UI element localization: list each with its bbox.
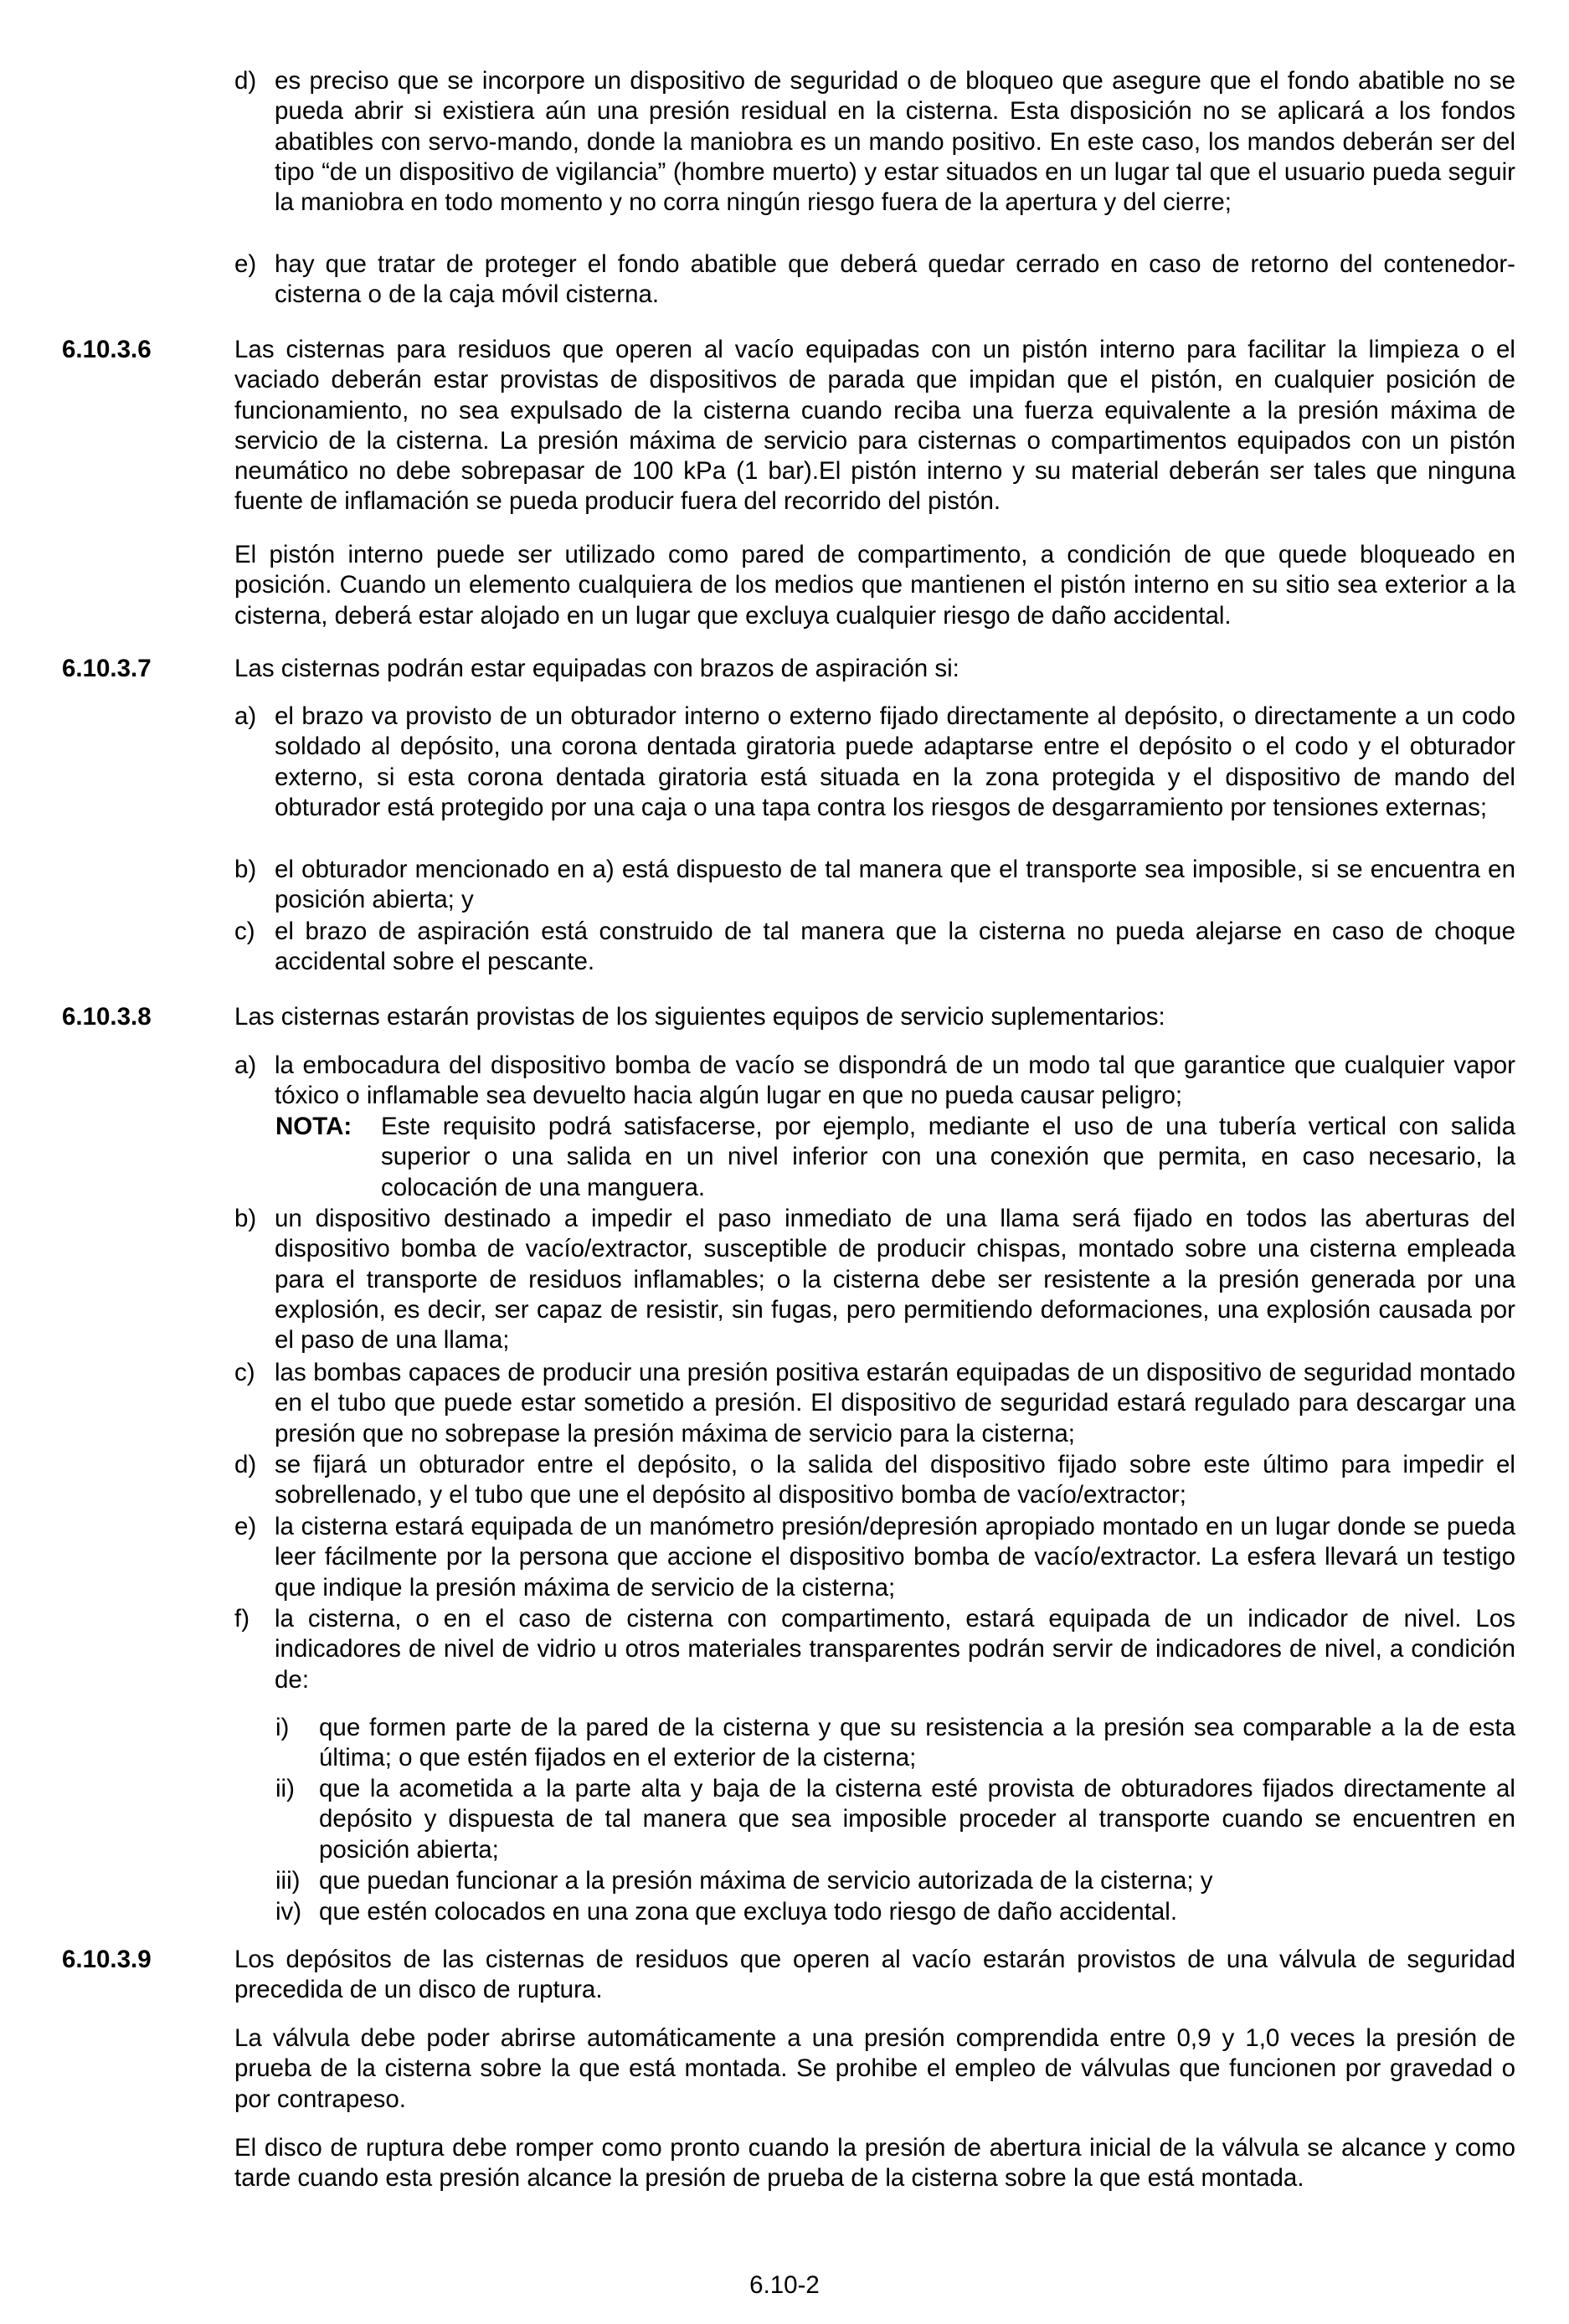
note-label: NOTA: [275,1113,352,1140]
list-item-c [234,917,1515,978]
list-marker: f) [234,1605,250,1632]
section-number-6-10-3-7: 6.10.3.7 [62,655,152,682]
list-marker: d) [234,1451,257,1478]
list-item-f [234,1604,1515,1695]
list-text: la embocadura del dispositivo bomba de vacío se dispondrá de un modo tal que garantice que cualquier vapor tóxico o inflamable sea devuelto hacia algún lugar en que no pueda causar peligro; [275,1051,1515,1110]
list-text: la cisterna, o en el caso de cisterna con compartimento, estará equipada de un indicador de nivel. Los indicadores de nivel de vidrio u otros materiales transparentes podrán servir de indicadores de nivel, a condición de: [275,1605,1515,1694]
list-text: hay que tratar de proteger el fondo abatible que deberá quedar cerrado en caso de retorno del contenedor-cisterna o de la caja móvil cisterna. [275,250,1515,309]
sublist-item-ii [275,1774,1515,1865]
list-marker: a) [234,702,257,730]
section-lead: Las cisternas estarán provistas de los siguientes equipos de servicio suplementarios: [234,1003,1165,1031]
list-marker: b) [234,1205,257,1232]
section-number-6-10-3-8: 6.10.3.8 [62,1003,152,1031]
list-marker: e) [234,1513,257,1540]
sublist-text: que estén colocados en una zona que excluya todo riesgo de daño accidental. [319,1898,1178,1926]
section-paragraph: El disco de ruptura debe romper como pronto cuando la presión de abertura inicial de la válvula se alcance y como tarde cuando esta presión alcance la presión de prueba de la cisterna sobre la que está montada. [234,2134,1515,2193]
page-number: 6.10-2 [749,2271,820,2299]
list-item-a [234,702,1515,823]
sublist-item-i [275,1713,1515,1774]
list-marker: a) [234,1051,257,1079]
sublist-marker: iii) [275,1867,301,1895]
list-marker: b) [234,856,257,883]
list-text: el brazo de aspiración está construido de tal manera que la cisterna no pueda alejarse en caso de choque accidental sobre el pescante. [275,918,1515,976]
sublist-item-iv [275,1897,1515,1927]
section-paragraph: Los depósitos de las cisternas de residuos que operen al vacío estarán provistos de una válvula de seguridad precedida de un disco de ruptura. [234,1946,1515,2004]
list-marker: c) [234,1359,255,1386]
section-paragraph: La válvula debe poder abrirse automáticamente a una presión comprendida entre 0,9 y 1,0 veces la presión de prueba de la cisterna sobre la que está montada. Se prohibe el empleo de válvulas que funcionen por gravedad o por contrapeso. [234,2024,1515,2113]
section-paragraph: El pistón interno puede ser utilizado como pared de compartimento, a condición de que quede bloqueado en posición. Cuando un elemento cualquiera de los medios que mantienen el pistón interno en su sitio sea exterior a la cisterna, deberá estar alojado en un lugar que excluya cualquier riesgo de daño accidental. [234,541,1515,630]
sublist-text: que la acometida a la parte alta y baja de la cisterna esté provista de obturadores fijados directamente al depósito y dispuesta de tal manera que sea imposible proceder al transporte cuando se encuentren en posición abierta; [319,1775,1515,1864]
sublist-item-iii [275,1866,1515,1896]
list-marker: c) [234,918,255,945]
list-text: el brazo va provisto de un obturador interno o externo fijado directamente al depósito, o directamente a un codo soldado al depósito, una corona dentada giratoria puede adaptarse entre el depósito o el codo y el obturador externo, si esta corona dentada giratoria está situada en la zona protegida y el dispositivo de mando del obturador está protegido por una caja o una tapa contra los riesgos de desgarramiento por tensiones externas; [275,702,1515,821]
sublist-marker: ii) [275,1775,295,1802]
list-item-e [234,1512,1515,1603]
sublist-text: que formen parte de la pared de la cisterna y que su resistencia a la presión sea comparable a la de esta última; o que estén fijados en el exterior de la cisterna; [319,1714,1515,1772]
section-lead: Las cisternas podrán estar equipadas con brazos de aspiración si: [234,655,959,682]
note-text: Este requisito podrá satisfacerse, por ejemplo, mediante el uso de una tubería vertical con salida superior o una salida en un nivel inferior con una conexión que permita, en caso necesario, la colocación de una manguera. [381,1113,1515,1201]
section-paragraph: Las cisternas para residuos que operen al vacío equipadas con un pistón interno para facilitar la limpieza o el vaciado deberán estar provistas de dispositivos de parada que impidan que el pistón, en cualquier posición de funcionamiento, no sea expulsado de la cisterna cuando reciba una fuerza equivalente a la presión máxima de servicio de la cisterna. La presión máxima de servicio para cisternas o compartimentos equipados con un pistón neumático no debe sobrepasar de 100 kPa (1 bar).El pistón interno y su material deberán ser tales que ninguna fuente de inflamación se pueda producir fuera del recorrido del pistón. [234,336,1515,516]
list-item-d [234,1450,1515,1511]
list-text: se fijará un obturador entre el depósito, o la salida del dispositivo fijado sobre este último para impedir el sobrellenado, y el tubo que une el depósito al dispositivo bomba de vacío/extractor; [275,1451,1515,1509]
list-marker: e) [234,250,257,278]
list-text: el obturador mencionado en a) está dispuesto de tal manera que el transporte sea imposible, si se encuentra en posición abierta; y [275,856,1515,914]
list-item-c [234,1358,1515,1449]
sublist-marker: iv) [275,1898,302,1926]
list-item-b [234,855,1515,916]
list-item-e [234,249,1515,311]
list-text: las bombas capaces de producir una presión positiva estarán equipadas de un dispositivo de seguridad montado en el tubo que puede estar sometido a presión. El dispositivo de seguridad estará regulado para descargar una presión que no sobrepase la presión máxima de servicio para la cisterna; [275,1359,1515,1447]
list-text: la cisterna estará equipada de un manómetro presión/depresión apropiado montado en un lugar donde se pueda leer fácilmente por la persona que accione el dispositivo bomba de vacío/extractor. La esfera llevará un testigo que indique la presión máxima de servicio de la cisterna; [275,1513,1515,1602]
section-number-6-10-3-6: 6.10.3.6 [62,336,152,363]
sublist-marker: i) [275,1714,290,1741]
list-marker: d) [234,67,257,95]
section-number-6-10-3-9: 6.10.3.9 [62,1946,152,1973]
sublist-text: que puedan funcionar a la presión máxima de servicio autorizada de la cisterna; y [319,1867,1213,1895]
list-item-a [234,1051,1515,1112]
list-item-b [234,1204,1515,1355]
note [275,1112,1515,1203]
list-item-d [234,66,1515,218]
list-text: un dispositivo destinado a impedir el paso inmediato de una llama será fijado en todos las aberturas del dispositivo bomba de vacío/extractor, susceptible de producir chispas, montado sobre una cisterna empleada para el transporte de residuos inflamables; o la cisterna debe ser resistente a la presión generada por una explosión, es decir, ser capaz de resistir, sin fugas, pero permitiendo deformaciones, una explosión causada por el paso de una llama; [275,1205,1515,1355]
list-text: es preciso que se incorpore un dispositivo de seguridad o de bloqueo que asegure que el fondo abatible no se pueda abrir si existiera aún una presión residual en la cisterna. Esta disposición no se aplicará a los fondos abatibles con servo-mando, donde la maniobra es un mando positivo. En este caso, los mandos deberán ser del tipo “de un dispositivo de vigilancia” (hombre muerto) y estar situados en un lugar tal que el usuario pueda seguir la maniobra en todo momento y no corra ningún riesgo fuera de la apertura y del cierre; [275,67,1515,217]
